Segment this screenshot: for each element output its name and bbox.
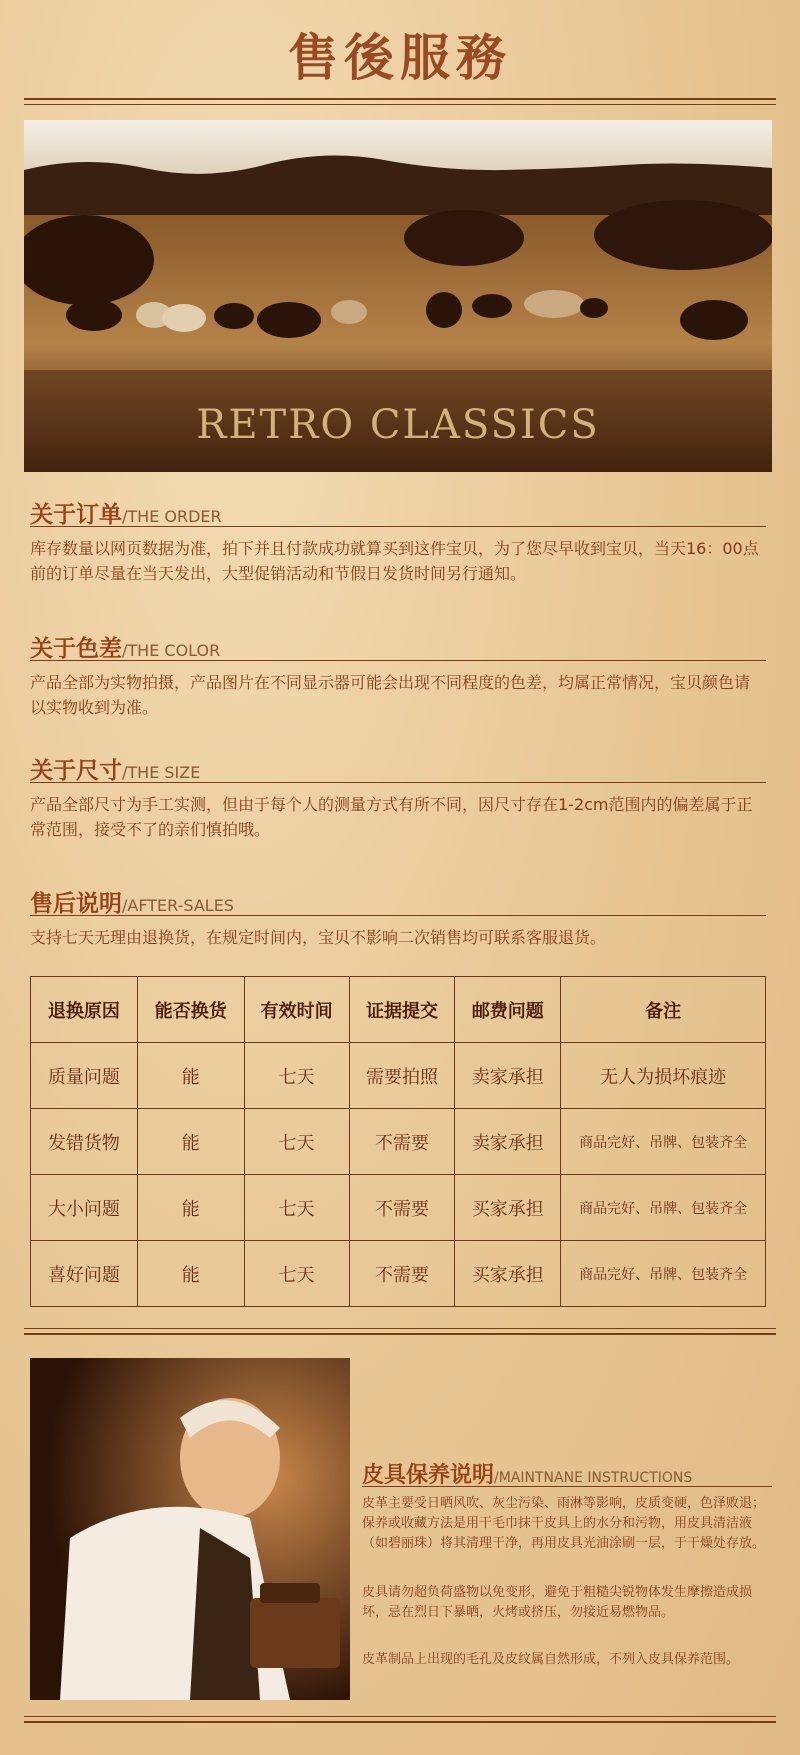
table-header-row <box>31 977 766 1043</box>
care-paragraph: 皮革主要受日晒风吹、灰尘污染、雨淋等影响，皮质变硬，色泽败退；保养或收藏方法是用干毛巾抹干皮具上的水分和污物，用皮具清洁液（如碧丽珠）将其清理干净，再用皮具光油涂刷一层，于干燥处存放。 <box>362 1496 766 1551</box>
care-title: 皮具保养说明 <box>362 1463 495 1488</box>
care-subtitle: /MAINTNANE INSTRUCTIONS <box>494 1470 693 1486</box>
size-divider <box>30 782 766 783</box>
order-subtitle: /THE ORDER <box>122 507 222 526</box>
table-header-cell: 证据提交 <box>349 977 455 1043</box>
table-header-cell: 能否换货 <box>137 977 244 1043</box>
aftersales-heading <box>30 885 234 918</box>
table-row <box>31 1175 766 1241</box>
footer-divider-thin <box>24 1716 776 1717</box>
header-divider-thin <box>24 104 776 105</box>
color-subtitle: /THE COLOR <box>122 641 221 660</box>
footer-divider <box>24 1721 776 1723</box>
table-cell: 买家承担 <box>455 1175 561 1241</box>
color-divider <box>30 660 766 661</box>
size-heading <box>30 752 200 785</box>
size-subtitle: /THE SIZE <box>122 763 201 782</box>
table-cell: 商品完好、吊牌、包装齐全 <box>561 1175 766 1241</box>
table-row <box>31 1241 766 1307</box>
table-cell: 不需要 <box>349 1241 455 1307</box>
table-header-cell: 邮费问题 <box>455 977 561 1043</box>
table-header-cell: 备注 <box>561 977 766 1043</box>
color-title: 关于色差 <box>30 636 122 662</box>
table-cell: 大小问题 <box>31 1175 138 1241</box>
color-heading <box>30 630 220 663</box>
table-divider-thin <box>24 1328 776 1329</box>
table-cell: 七天 <box>244 1109 349 1175</box>
table-cell: 卖家承担 <box>455 1043 561 1109</box>
table-cell: 七天 <box>244 1241 349 1307</box>
aftersales-body: 支持七天无理由退换货，在规定时间内，宝贝不影响二次销售均可联系客服退货。 <box>30 928 607 947</box>
care-divider <box>362 1486 772 1487</box>
table-cell: 不需要 <box>349 1175 455 1241</box>
table-header-cell: 有效时间 <box>244 977 349 1043</box>
care-paragraph: 皮具请勿超负荷盛物以免变形，避免于粗糙尖锐物体发生摩擦造成损坏，忌在烈日下暴晒，火烤或挤压，勿接近易燃物品。 <box>362 1585 753 1620</box>
table-cell: 七天 <box>244 1043 349 1109</box>
hero-overlay-text: RETRO CLASSICS <box>196 402 600 448</box>
table-cell: 发错货物 <box>31 1109 138 1175</box>
table-cell: 卖家承担 <box>455 1109 561 1175</box>
table-cell: 不需要 <box>349 1109 455 1175</box>
table-cell: 质量问题 <box>31 1043 138 1109</box>
table-divider <box>24 1333 776 1335</box>
order-heading <box>30 496 222 529</box>
aftersales-table <box>30 976 766 1307</box>
hero-image <box>24 120 772 472</box>
table-row <box>31 1109 766 1175</box>
care-heading <box>362 1458 692 1489</box>
table-cell: 七天 <box>244 1175 349 1241</box>
aftersales-divider <box>30 915 766 916</box>
page-title: 售後服務 <box>288 28 512 87</box>
size-body: 产品全部尺寸为手工实测，但由于每个人的测量方式有所不同，因尺寸存在1-2cm范围内的偏差属于正常范围，接受不了的亲们慎拍哦。 <box>30 795 753 839</box>
aftersales-subtitle: /AFTER-SALES <box>122 896 234 915</box>
table-cell: 能 <box>137 1109 244 1175</box>
table-cell: 能 <box>137 1043 244 1109</box>
table-cell: 能 <box>137 1241 244 1307</box>
order-divider <box>30 526 766 527</box>
table-cell: 商品完好、吊牌、包装齐全 <box>561 1241 766 1307</box>
care-paragraph: 皮革制品上出现的毛孔及皮纹属自然形成，不列入皮具保养范围。 <box>362 1652 740 1667</box>
table-row <box>31 1043 766 1109</box>
color-body: 产品全部为实物拍摄，产品图片在不同显示器可能会出现不同程度的色差，均属正常情况，宝贝颜色请以实物收到为准。 <box>30 673 751 717</box>
table-cell: 无人为损坏痕迹 <box>561 1043 766 1109</box>
table-cell: 买家承担 <box>455 1241 561 1307</box>
table-cell: 商品完好、吊牌、包装齐全 <box>561 1109 766 1175</box>
table-header-cell: 退换原因 <box>31 977 138 1043</box>
table-cell: 喜好问题 <box>31 1241 138 1307</box>
header-divider <box>24 98 776 100</box>
order-body: 库存数量以网页数据为准，拍下并且付款成功就算买到这件宝贝，为了您尽早收到宝贝，当天16：00点前的订单尽量在当天发出，大型促销活动和节假日发货时间另行通知。 <box>30 539 759 583</box>
order-title: 关于订单 <box>30 502 122 528</box>
size-title: 关于尺寸 <box>30 758 122 784</box>
craftsman-photo <box>30 1358 350 1700</box>
table-cell: 能 <box>137 1175 244 1241</box>
table-cell: 需要拍照 <box>349 1043 455 1109</box>
aftersales-title: 售后说明 <box>30 891 122 917</box>
